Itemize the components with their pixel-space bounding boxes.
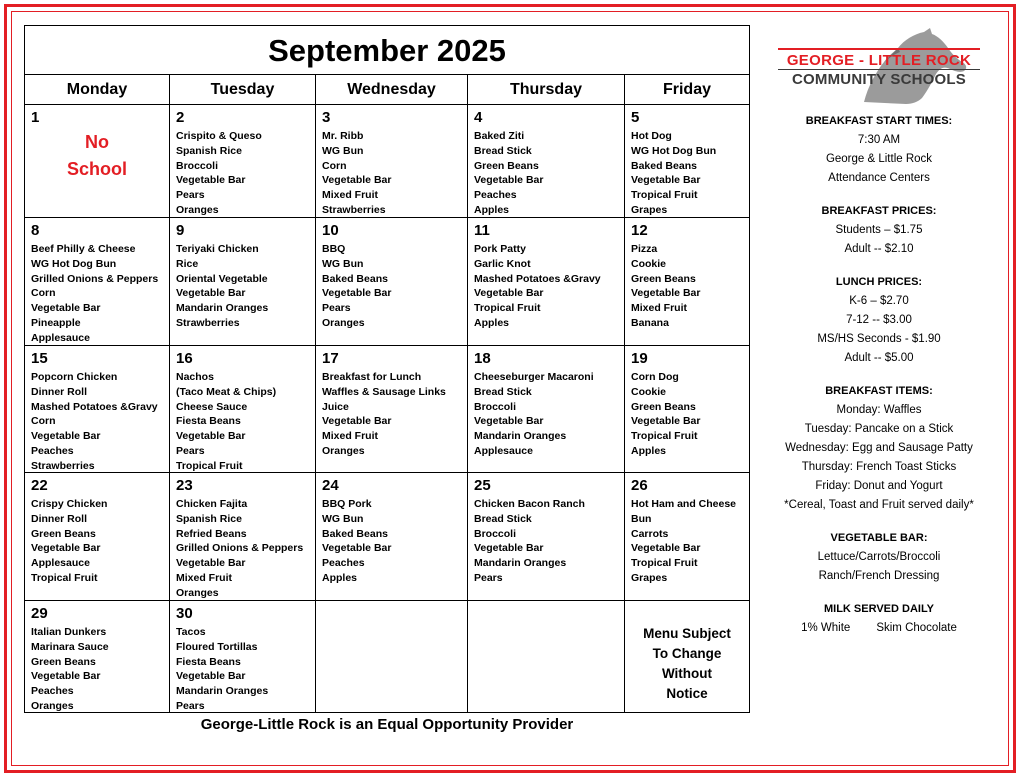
menu-item: Vegetable Bar <box>631 542 701 555</box>
day-number: 5 <box>631 109 640 126</box>
section-line: Adult -- $2.10 <box>844 243 914 255</box>
menu-item: Vegetable Bar <box>474 415 544 428</box>
menu-item: Juice <box>322 400 349 413</box>
menu-item: Tropical Fruit <box>31 571 98 584</box>
menu-item: Oranges <box>322 316 365 329</box>
menu-item: Vegetable Bar <box>176 174 246 187</box>
menu-item: WG Bun <box>322 144 364 157</box>
menu-item-list <box>631 242 743 331</box>
no-school-note: No School <box>66 132 127 179</box>
menu-item: Cookie <box>631 385 667 398</box>
section-line: 7:30 AM <box>857 134 901 146</box>
menu-item-list <box>31 242 163 346</box>
day-cell-1 <box>25 105 170 218</box>
day-cell-25 <box>468 473 625 601</box>
menu-item: Oranges <box>322 444 365 457</box>
menu-item-list <box>474 242 618 331</box>
section-gap <box>762 515 996 529</box>
menu-item: Pears <box>176 189 205 202</box>
menu-item: Grapes <box>631 203 668 216</box>
empty-day-cell <box>468 601 625 712</box>
menu-item-list <box>31 497 163 586</box>
day-number: 9 <box>176 222 185 239</box>
menu-item: Strawberries <box>31 459 95 472</box>
menu-item: Broccoli <box>176 159 219 172</box>
section-heading: BREAKFAST ITEMS: <box>825 385 933 397</box>
equal-opportunity-footer: George-Little Rock is an Equal Opportunity Provider <box>200 716 574 733</box>
day-number: 1 <box>31 109 40 126</box>
day-number: 22 <box>31 477 48 494</box>
day-cell-15 <box>25 346 170 473</box>
menu-item: Mixed Fruit <box>631 302 688 315</box>
section-line: *Cereal, Toast and Fruit served daily* <box>784 499 974 511</box>
menu-item: Vegetable Bar <box>322 415 392 428</box>
section-line: Lettuce/Carrots/Broccoli <box>817 551 941 563</box>
day-cell-3 <box>316 105 468 218</box>
weekday-header-wednesday: Wednesday <box>316 75 468 105</box>
menu-item: Vegetable Bar <box>322 542 392 555</box>
day-cell-29 <box>25 601 170 712</box>
day-cell-22 <box>25 473 170 601</box>
menu-item: WG Hot Dog Bun <box>631 144 717 157</box>
menu-item: Breakfast for Lunch <box>322 371 422 383</box>
menu-item: Strawberries <box>176 316 240 329</box>
menu-item-list <box>176 129 309 218</box>
day-number: 25 <box>474 477 491 494</box>
menu-item-list <box>322 370 461 459</box>
day-cell-2 <box>170 105 316 218</box>
menu-item: Pizza <box>631 243 658 255</box>
menu-item: Vegetable Bar <box>176 670 246 683</box>
menu-item: WG Hot Dog Bun <box>31 257 117 270</box>
menu-item: Green Beans <box>31 527 96 540</box>
menu-item: Broccoli <box>474 400 517 413</box>
menu-item: Chicken Bacon Ranch <box>474 498 585 510</box>
day-number: 10 <box>322 222 339 239</box>
menu-item: Cheese Sauce <box>176 400 248 413</box>
menu-item: Beef Philly & Cheese <box>31 243 136 255</box>
section-gap <box>762 368 996 382</box>
day-cell-17 <box>316 346 468 473</box>
menu-item: Italian Dunkers <box>31 626 107 638</box>
day-cell-30 <box>170 601 316 712</box>
section-gap <box>762 259 996 273</box>
logo-line-1: GEORGE - LITTLE ROCK <box>786 52 972 69</box>
menu-item: Vegetable Bar <box>322 287 392 300</box>
menu-item: Vegetable Bar <box>474 542 544 555</box>
menu-item: Crispito & Queso <box>176 130 262 142</box>
day-number: 15 <box>31 350 48 367</box>
menu-item: Dinner Roll <box>31 385 88 398</box>
menu-item-list <box>474 497 618 586</box>
menu-item: Green Beans <box>631 272 696 285</box>
menu-item: WG Bun <box>322 512 364 525</box>
weekday-header-friday: Friday <box>625 75 749 105</box>
day-number: 12 <box>631 222 648 239</box>
section-line: Ranch/French Dressing <box>818 570 940 582</box>
day-cell-8 <box>25 218 170 346</box>
sidebar-section-milk <box>762 600 996 638</box>
menu-item: Banana <box>631 316 669 329</box>
menu-item: Pineapple <box>31 316 81 329</box>
day-number: 24 <box>322 477 339 494</box>
menu-item: Crispy Chicken <box>31 498 108 510</box>
menu-item: (Taco Meat & Chips) <box>176 385 277 398</box>
menu-item: Peaches <box>474 189 517 202</box>
menu-item: Vegetable Bar <box>176 287 246 300</box>
sidebar-section-lunch-prices <box>762 273 996 368</box>
menu-item: BBQ <box>322 243 346 255</box>
weekday-header-tuesday: Tuesday <box>170 75 316 105</box>
menu-item-list <box>31 625 163 712</box>
menu-item: Pears <box>322 302 351 315</box>
day-cell-5 <box>625 105 749 218</box>
section-heading: VEGETABLE BAR: <box>830 532 928 544</box>
menu-item: Bread Stick <box>474 144 532 157</box>
menu-item: Bun <box>631 512 652 525</box>
day-number: 4 <box>474 109 483 126</box>
menu-item: Carrots <box>631 527 669 540</box>
section-gap <box>762 188 996 202</box>
menu-item-list <box>322 497 461 586</box>
menu-item: Grapes <box>631 571 668 584</box>
section-heading: BREAKFAST START TIMES: <box>805 115 953 127</box>
empty-day-cell <box>625 601 749 712</box>
menu-item: Mixed Fruit <box>322 430 379 443</box>
logo-divider-middle <box>778 69 980 70</box>
menu-item: Broccoli <box>474 527 517 540</box>
menu-item: Bread Stick <box>474 512 532 525</box>
menu-item: Vegetable Bar <box>176 430 246 443</box>
menu-item: Vegetable Bar <box>31 430 101 443</box>
menu-item: Applesauce <box>474 444 533 457</box>
menu-item: Green Beans <box>631 400 696 413</box>
menu-item: Peaches <box>322 557 365 570</box>
info-sidebar <box>762 112 996 638</box>
menu-item-list <box>176 625 309 712</box>
menu-item-list <box>31 370 163 473</box>
sidebar-section-breakfast-items <box>762 382 996 515</box>
menu-item: Popcorn Chicken <box>31 371 118 383</box>
section-line: Students – $1.75 <box>835 224 923 236</box>
menu-item: Green Beans <box>31 655 96 668</box>
school-logo <box>772 26 986 106</box>
menu-item: Tropical Fruit <box>631 430 698 443</box>
day-number: 23 <box>176 477 193 494</box>
menu-item-list <box>176 370 309 473</box>
menu-item: Apples <box>631 444 667 457</box>
day-cell-26 <box>625 473 749 601</box>
menu-item: Vegetable Bar <box>322 174 392 187</box>
menu-item: Spanish Rice <box>176 512 242 525</box>
menu-item: Grilled Onions & Peppers <box>31 272 159 285</box>
menu-item: Grilled Onions & Peppers <box>176 542 304 555</box>
section-line: Monday: Waffles <box>836 404 922 416</box>
sidebar-section-vegetable-bar <box>762 529 996 586</box>
menu-item: Cookie <box>631 257 667 270</box>
menu-item: Green Beans <box>474 159 539 172</box>
section-line: 7-12 -- $3.00 <box>846 314 912 326</box>
section-line: Attendance Centers <box>828 172 930 184</box>
menu-item: Baked Beans <box>631 159 697 172</box>
section-heading: BREAKFAST PRICES: <box>821 205 937 217</box>
menu-change-notice: Menu Subject To Change Without Notice <box>643 626 731 701</box>
day-cell-19 <box>625 346 749 473</box>
menu-item: Fiesta Beans <box>176 655 241 668</box>
menu-item: Garlic Knot <box>474 257 531 270</box>
logo-line-2: COMMUNITY SCHOOLS <box>792 71 966 88</box>
menu-item: Mandarin Oranges <box>176 685 269 698</box>
menu-item: Corn <box>31 287 56 300</box>
day-number: 2 <box>176 109 185 126</box>
menu-item: Baked Ziti <box>474 130 525 142</box>
menu-item: Floured Tortillas <box>176 640 258 653</box>
menu-item: Teriyaki Chicken <box>176 243 259 255</box>
section-line: Tuesday: Pancake on a Stick <box>804 423 954 435</box>
menu-item: Corn <box>31 415 56 428</box>
section-line: Adult -- $5.00 <box>844 352 914 364</box>
menu-item: Apples <box>322 571 358 584</box>
menu-item: Vegetable Bar <box>31 670 101 683</box>
menu-item: Baked Beans <box>322 272 388 285</box>
day-cell-24 <box>316 473 468 601</box>
day-cell-11 <box>468 218 625 346</box>
day-number: 26 <box>631 477 648 494</box>
menu-item: BBQ Pork <box>322 498 372 510</box>
menu-item: Mr. Ribb <box>322 130 364 142</box>
menu-item: Applesauce <box>31 557 90 570</box>
milk-option: 1% White <box>801 622 851 634</box>
weekday-header-monday: Monday <box>25 75 170 105</box>
section-line: Thursday: French Toast Sticks <box>801 461 957 473</box>
menu-item: Nachos <box>176 371 214 383</box>
menu-item: Vegetable Bar <box>176 557 246 570</box>
day-number: 19 <box>631 350 648 367</box>
menu-item: Corn Dog <box>631 371 679 383</box>
menu-item: Tropical Fruit <box>474 302 541 315</box>
section-gap <box>762 586 996 600</box>
menu-item: Pears <box>176 444 205 457</box>
menu-item: Vegetable Bar <box>474 174 544 187</box>
menu-item-list <box>322 129 461 218</box>
menu-item-list <box>176 497 309 601</box>
menu-item-list <box>474 129 618 218</box>
section-line: K-6 – $2.70 <box>849 295 909 307</box>
menu-item: Hot Dog <box>631 130 672 142</box>
menu-item: Mandarin Oranges <box>176 302 269 315</box>
menu-item: Fiesta Beans <box>176 415 241 428</box>
logo-divider-top <box>778 48 980 50</box>
menu-item-list <box>322 242 461 331</box>
weekday-header-thursday: Thursday <box>468 75 625 105</box>
day-number: 8 <box>31 222 40 239</box>
sidebar-section-breakfast-times <box>762 112 996 188</box>
menu-item: Hot Ham and Cheese <box>631 498 737 510</box>
menu-item-list <box>474 370 618 459</box>
milk-option: Skim Chocolate <box>876 622 957 634</box>
menu-item: Waffles & Sausage Links <box>322 385 446 398</box>
menu-item: Pears <box>176 699 205 712</box>
menu-item: Peaches <box>31 444 74 457</box>
menu-item: Tropical Fruit <box>176 459 243 472</box>
menu-item: Vegetable Bar <box>474 287 544 300</box>
menu-item: Vegetable Bar <box>631 287 701 300</box>
menu-item: Mandarin Oranges <box>474 430 567 443</box>
menu-item: Oranges <box>176 203 219 216</box>
menu-item: Spanish Rice <box>176 144 242 157</box>
day-number: 29 <box>31 605 48 622</box>
menu-item: Bread Stick <box>474 385 532 398</box>
section-heading: LUNCH PRICES: <box>835 276 923 288</box>
day-cell-18 <box>468 346 625 473</box>
section-line: George & Little Rock <box>825 153 933 165</box>
menu-item: Tropical Fruit <box>631 557 698 570</box>
empty-day-cell <box>316 601 468 712</box>
menu-item: Refried Beans <box>176 527 247 540</box>
menu-item: Oriental Vegetable <box>176 272 268 285</box>
menu-item: Tacos <box>176 626 206 638</box>
calendar-title: September 2025 <box>25 26 749 75</box>
day-number: 11 <box>474 222 490 239</box>
day-cell-16 <box>170 346 316 473</box>
sidebar-section-breakfast-prices <box>762 202 996 259</box>
menu-item-list <box>631 497 743 586</box>
day-cell-4 <box>468 105 625 218</box>
day-number: 16 <box>176 350 193 367</box>
menu-item: Mashed Potatoes &Gravy <box>474 272 601 285</box>
menu-item: Mashed Potatoes &Gravy <box>31 400 158 413</box>
menu-item: Oranges <box>31 699 74 712</box>
menu-item-list <box>631 129 743 218</box>
menu-item: Strawberries <box>322 203 386 216</box>
day-number: 30 <box>176 605 193 622</box>
section-line: Wednesday: Egg and Sausage Patty <box>785 442 973 454</box>
menu-item: Peaches <box>31 685 74 698</box>
section-line: Friday: Donut and Yogurt <box>815 480 943 492</box>
day-number: 3 <box>322 109 331 126</box>
menu-item: Vegetable Bar <box>31 542 101 555</box>
menu-item: WG Bun <box>322 257 364 270</box>
day-cell-10 <box>316 218 468 346</box>
menu-item: Chicken Fajita <box>176 498 248 510</box>
menu-item: Vegetable Bar <box>31 302 101 315</box>
menu-item: Cheeseburger Macaroni <box>474 371 594 383</box>
menu-item: Applesauce <box>31 331 90 344</box>
day-number: 18 <box>474 350 491 367</box>
menu-calendar <box>24 25 750 713</box>
menu-item: Rice <box>176 257 199 270</box>
section-heading: MILK SERVED DAILY <box>823 603 935 615</box>
menu-item: Vegetable Bar <box>631 415 701 428</box>
menu-item: Mandarin Oranges <box>474 557 567 570</box>
calendar-grid <box>25 75 749 712</box>
menu-item: Pork Patty <box>474 243 526 255</box>
menu-item: Dinner Roll <box>31 512 88 525</box>
section-line: MS/HS Seconds - $1.90 <box>817 333 941 345</box>
day-cell-23 <box>170 473 316 601</box>
menu-item: Apples <box>474 203 510 216</box>
menu-item: Apples <box>474 316 510 329</box>
menu-item: Baked Beans <box>322 527 388 540</box>
milk-options <box>762 619 996 638</box>
day-number: 17 <box>322 350 339 367</box>
day-cell-12 <box>625 218 749 346</box>
menu-item: Oranges <box>176 586 219 599</box>
menu-item: Marinara Sauce <box>31 640 109 653</box>
menu-item-list <box>631 370 743 459</box>
day-cell-9 <box>170 218 316 346</box>
menu-item: Mixed Fruit <box>176 571 233 584</box>
menu-item: Pears <box>474 571 503 584</box>
menu-item-list <box>176 242 309 331</box>
menu-item: Mixed Fruit <box>322 189 379 202</box>
menu-item: Tropical Fruit <box>631 189 698 202</box>
menu-item: Vegetable Bar <box>631 174 701 187</box>
menu-item: Corn <box>322 159 347 172</box>
